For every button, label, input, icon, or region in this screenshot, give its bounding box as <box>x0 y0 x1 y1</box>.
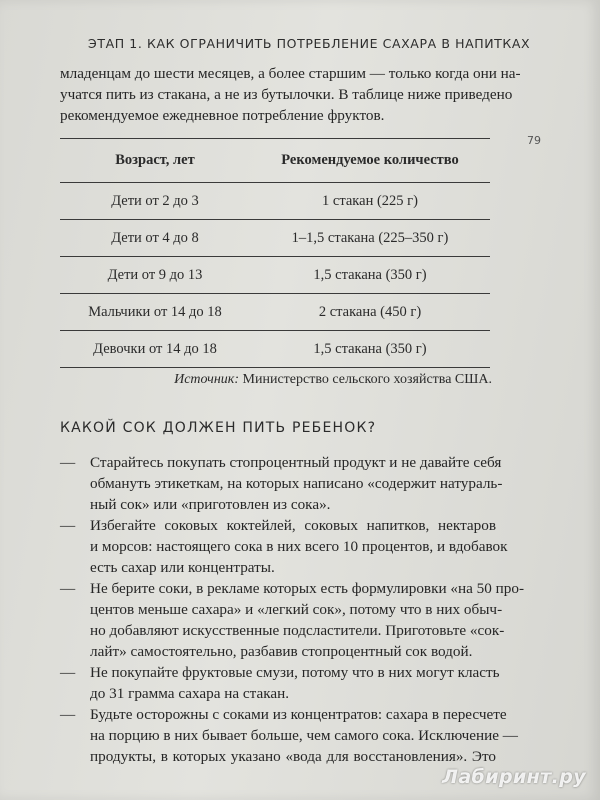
cell-amount: 2 стакана (450 г) <box>318 303 422 320</box>
list-item-line: но добавляют искусственные подсластители. Приготовьте «сок- <box>90 622 505 639</box>
table-row <box>60 294 490 331</box>
table-source <box>60 372 492 388</box>
cell-age: Мальчики от 14 до 18 <box>88 303 222 320</box>
table-row <box>60 331 490 368</box>
table-header-row <box>60 139 490 183</box>
cell-amount: 1,5 стакана (350 г) <box>313 340 427 357</box>
list-item-line: есть сахар или концентраты. <box>90 559 275 576</box>
table-row <box>60 183 490 220</box>
source-text: Министерство сельского хозяйства США. <box>239 372 492 387</box>
list-item-line: Будьте осторожны с соками из концентратов: сахара в пересчете <box>90 706 507 723</box>
list-item-line: центов меньше сахара» и «легкий сок», потому что в них обыч- <box>90 601 503 618</box>
list-item <box>60 662 500 704</box>
list-item-line: на порцию в них бывает больше, чем самого сока. Исключение — <box>90 727 518 744</box>
cell-age: Дети от 9 до 13 <box>107 266 203 283</box>
table-row <box>60 220 490 257</box>
list-item <box>60 452 503 515</box>
list-item-line: лайт» самостоятельно, разбавив стопроцентный сок водой. <box>90 643 473 660</box>
list-item-line: ный сок» или «приготовлен из сока». <box>90 496 331 513</box>
labirint-watermark-logo: Лабиринт.ру <box>442 766 586 788</box>
list-item <box>60 704 518 767</box>
intro-line: учатся пить из стакана, а не из бутылочки. В таблице ниже приведено <box>60 86 513 103</box>
list-item-line: Старайтесь покупать стопроцентный продукт и не давайте себя <box>90 454 502 471</box>
dash-bullet: — <box>60 517 76 534</box>
header-age: Возраст, лет <box>115 152 195 168</box>
intro-line: младенцам до шести месяцев, а более старшим — только когда они на- <box>60 65 521 82</box>
dash-bullet: — <box>60 664 76 681</box>
cell-amount: 1–1,5 стакана (225–350 г) <box>291 229 449 246</box>
list-item <box>60 515 508 578</box>
list-item-line: продукты, в которых указано «вода для восстановления». Это <box>90 748 496 765</box>
intro-paragraph <box>60 63 521 126</box>
dash-bullet: — <box>60 580 76 597</box>
dash-bullet: — <box>60 706 76 723</box>
list-item-line: и морсов: настоящего сока в них всего 10 процентов, и вдобавок <box>90 538 508 555</box>
intro-line: рекомендуемое ежедневное потребление фруктов. <box>60 107 385 124</box>
cell-age: Дети от 4 до 8 <box>111 229 199 246</box>
cell-age: Дети от 2 до 3 <box>111 192 199 209</box>
list-item-line: обмануть этикеткам, на которых написано «содержит натураль- <box>90 475 503 492</box>
fruit-intake-table <box>60 138 490 368</box>
cell-age: Девочки от 14 до 18 <box>93 340 217 357</box>
dash-bullet: — <box>60 454 76 471</box>
running-head: ЭТАП 1. КАК ОГРАНИЧИТЬ ПОТРЕБЛЕНИЕ САХАРА В НАПИТКАХ <box>88 36 531 51</box>
header-amount: Рекомендуемое количество <box>281 152 459 168</box>
list-item <box>60 578 525 662</box>
cell-amount: 1 стакан (225 г) <box>322 192 418 209</box>
cell-amount: 1,5 стакана (350 г) <box>313 266 427 283</box>
list-item-line: до 31 грамма сахара на стакан. <box>90 685 290 702</box>
juice-tips-list <box>60 452 525 767</box>
list-item-line: Не берите соки, в рекламе которых есть формулировки «на 50 про- <box>90 580 525 597</box>
page-number: 79 <box>527 134 541 147</box>
section-heading: КАКОЙ СОК ДОЛЖЕН ПИТЬ РЕБЕНОК? <box>60 420 377 436</box>
source-label: Источник: <box>174 372 240 387</box>
table-row <box>60 257 490 294</box>
list-item-line: Не покупайте фруктовые смузи, потому что в них могут класть <box>90 664 500 681</box>
list-item-line: Избегайте соковых коктейлей, соковых напитков, нектаров <box>90 517 496 534</box>
